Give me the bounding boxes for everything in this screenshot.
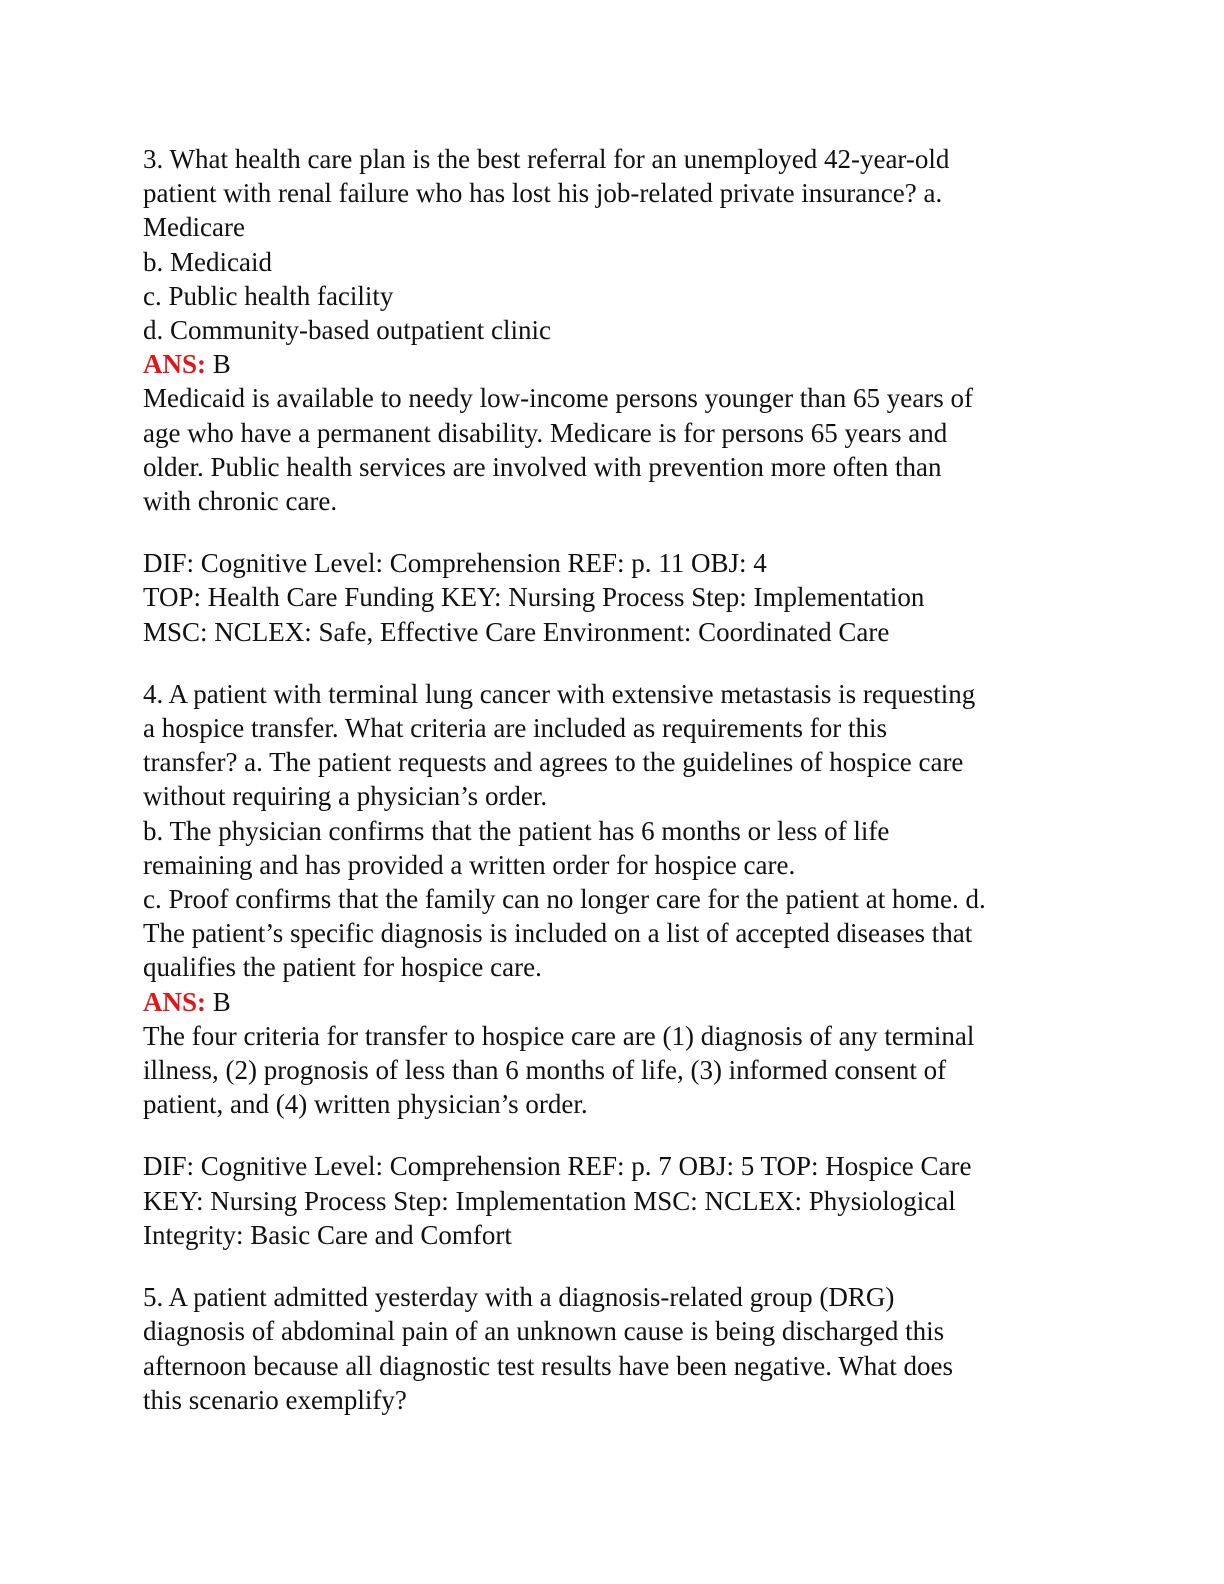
meta-line: DIF: Cognitive Level: Comprehension REF: p. 7 OBJ: 5 TOP: Hospice Care <box>143 1151 972 1182</box>
rationale-line: patient, and (4) written physician’s order. <box>143 1089 588 1120</box>
question-text-line: afternoon because all diagnostic test results have been negative. What does <box>143 1350 953 1381</box>
question-block-5 <box>143 1280 1083 1417</box>
rationale-line: The four criteria for transfer to hospice care are (1) diagnosis of any terminal <box>143 1020 975 1051</box>
paragraph-spacer <box>143 518 1083 546</box>
document-page <box>143 142 1083 1417</box>
meta-line: KEY: Nursing Process Step: Implementation MSC: NCLEX: Physiological <box>143 1185 956 1216</box>
rationale-line: older. Public health services are involved with prevention more often than <box>143 451 942 482</box>
answer-label: ANS: <box>143 349 207 380</box>
answer-value: B <box>212 986 231 1017</box>
answer-option: remaining and has provided a written order for hospice care. <box>143 849 796 880</box>
answer-option: c. Public health facility <box>143 280 394 311</box>
answer-label: ANS: <box>143 986 207 1017</box>
answer-option: qualifies the patient for hospice care. <box>143 952 542 983</box>
paragraph-spacer <box>143 1121 1083 1149</box>
answer-option: The patient’s specific diagnosis is included on a list of accepted diseases that <box>143 918 973 949</box>
meta-line: Integrity: Basic Care and Comfort <box>143 1219 512 1250</box>
answer-line <box>143 985 1083 1019</box>
answer-option: b. The physician confirms that the patient has 6 months or less of life <box>143 815 890 846</box>
question-text-line: diagnosis of abdominal pain of an unknown cause is being discharged this <box>143 1316 945 1347</box>
question-block-4 <box>143 677 1083 1252</box>
rationale-line: Medicaid is available to needy low-income persons younger than 65 years of <box>143 383 973 414</box>
meta-line: DIF: Cognitive Level: Comprehension REF: p. 11 OBJ: 4 <box>143 548 767 579</box>
question-text-line: Medicare <box>143 212 245 243</box>
question-text-line: without requiring a physician’s order. <box>143 781 548 812</box>
answer-option: c. Proof confirms that the family can no longer care for the patient at home. d. <box>143 884 986 915</box>
rationale-line: with chronic care. <box>143 486 338 517</box>
meta-line: MSC: NCLEX: Safe, Effective Care Environment: Coordinated Care <box>143 616 890 647</box>
question-text-line: 5. A patient admitted yesterday with a diagnosis-related group (DRG) <box>143 1282 895 1313</box>
answer-line <box>143 347 1083 381</box>
question-text-line: 3. What health care plan is the best referral for an unemployed 42-year-old <box>143 144 950 174</box>
rationale-line: age who have a permanent disability. Medicare is for persons 65 years and <box>143 417 948 448</box>
answer-option: b. Medicaid <box>143 246 272 277</box>
question-block-3 <box>143 142 1083 649</box>
answer-value: B <box>212 349 231 380</box>
paragraph-spacer <box>143 1252 1083 1280</box>
question-text-line: this scenario exemplify? <box>143 1384 407 1415</box>
question-text-line: 4. A patient with terminal lung cancer with extensive metastasis is requesting <box>143 678 976 709</box>
paragraph-spacer <box>143 649 1083 677</box>
rationale-line: illness, (2) prognosis of less than 6 months of life, (3) informed consent of <box>143 1055 947 1086</box>
question-text-line: patient with renal failure who has lost his job-related private insurance? a. <box>143 178 943 209</box>
question-text-line: transfer? a. The patient requests and agrees to the guidelines of hospice care <box>143 747 964 778</box>
answer-option: d. Community-based outpatient clinic <box>143 315 551 346</box>
question-text-line: a hospice transfer. What criteria are included as requirements for this <box>143 713 887 744</box>
meta-line: TOP: Health Care Funding KEY: Nursing Process Step: Implementation <box>143 582 925 613</box>
